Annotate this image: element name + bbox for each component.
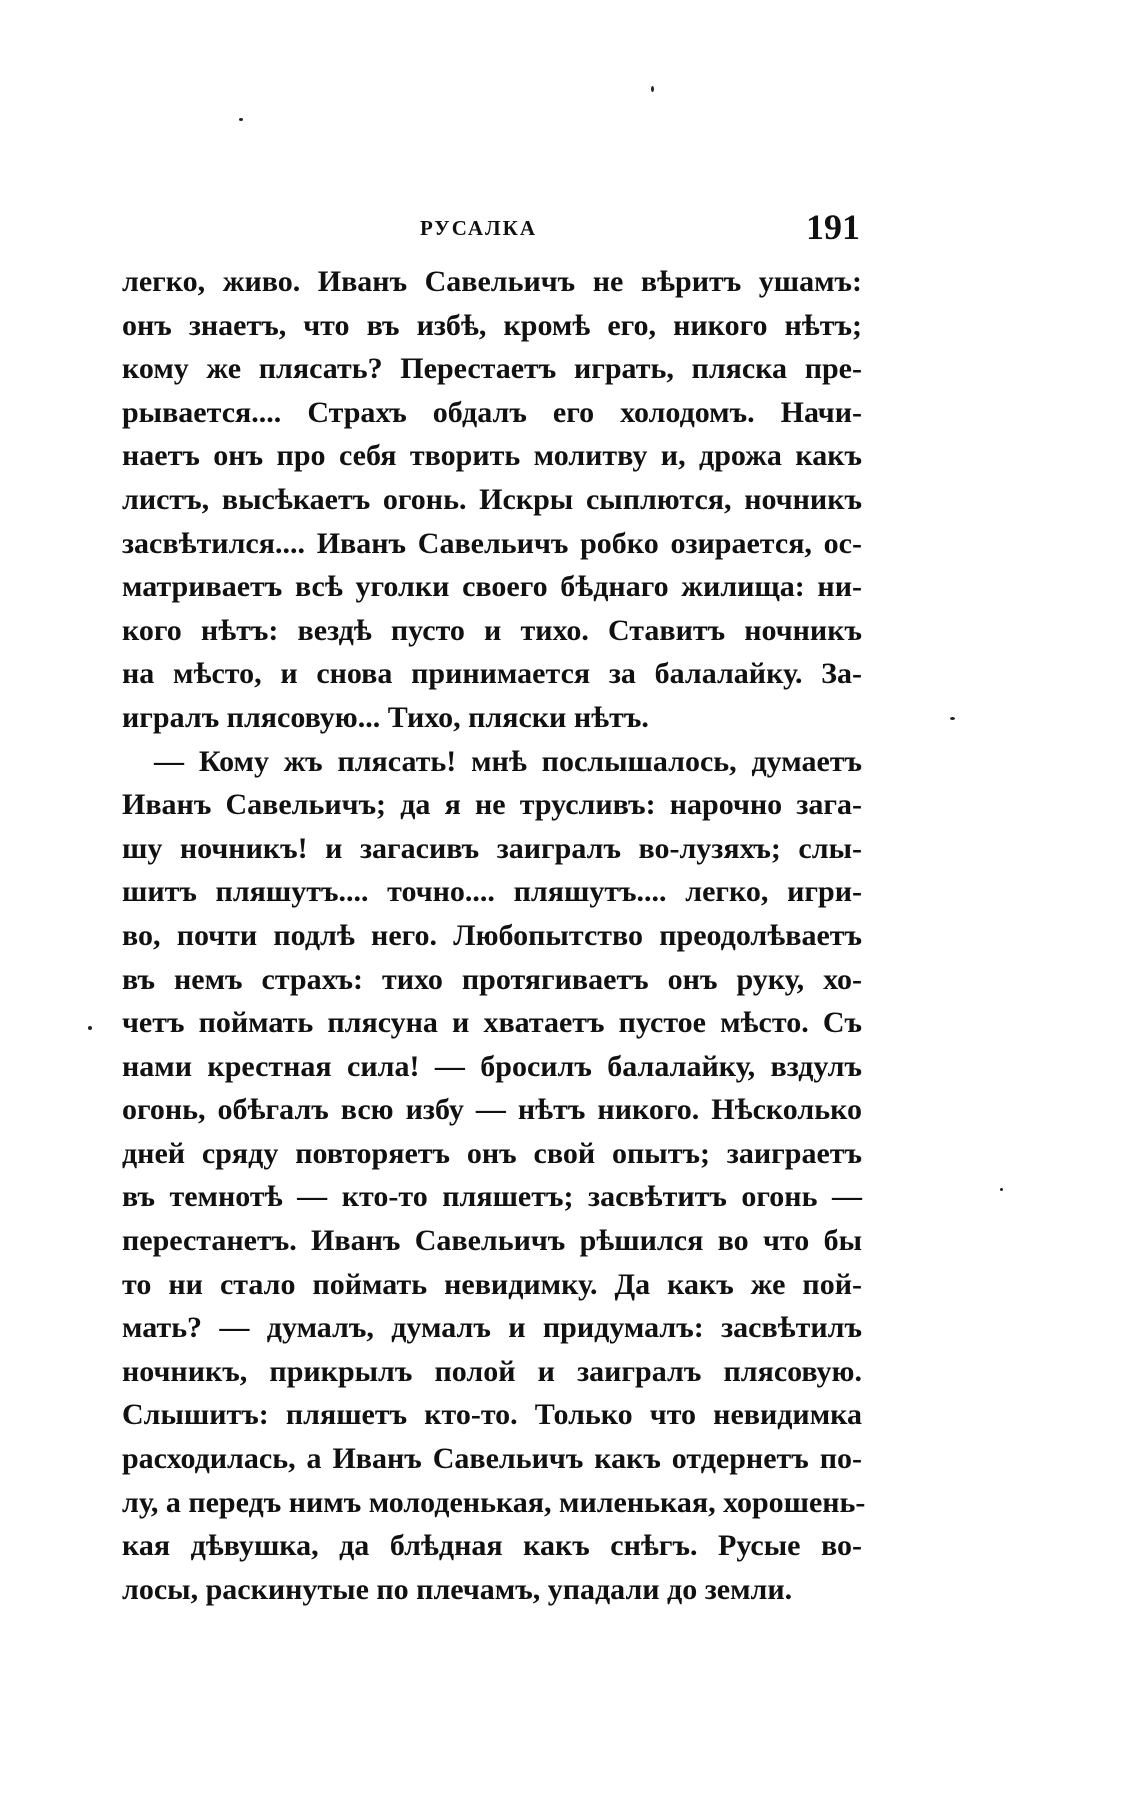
- text-line: во, почти подлѣ него. Любопытство преодолѣваетъ: [122, 918, 862, 952]
- text-line: рывается.... Страхъ обдалъ его холодомъ. Начи-: [122, 395, 862, 429]
- page-number: 191: [806, 207, 860, 247]
- scan-speck: [239, 118, 243, 121]
- text-line: засвѣтился.... Иванъ Савельичъ робко озирается, ос-: [122, 526, 862, 560]
- text-line: Иванъ Савельичъ; да я не трусливъ: нарочно зага-: [122, 788, 862, 822]
- text-line: ночникъ, прикрылъ полой и заигралъ плясовую.: [122, 1354, 862, 1388]
- text-line: мать? — думалъ, думалъ и придумалъ: засвѣтилъ: [122, 1311, 862, 1345]
- scan-speck: [950, 717, 955, 720]
- text-line: нами крестная сила! — бросилъ балалайку, вздулъ: [122, 1049, 862, 1083]
- text-line: лосы, раскинутые по плечамъ, упадали до земли.: [122, 1572, 793, 1606]
- scan-speck: [1000, 1188, 1003, 1191]
- text-line: въ темнотѣ — кто-то пляшетъ; засвѣтитъ огонь —: [122, 1180, 862, 1214]
- text-line: кого нѣтъ: вездѣ пусто и тихо. Ставитъ ночникъ: [122, 613, 862, 647]
- text-line: кому же плясать? Перестаетъ играть, пляска пре-: [122, 352, 862, 386]
- page-header: [130, 207, 860, 250]
- text-line: перестанетъ. Иванъ Савельичъ рѣшился во что бы: [122, 1224, 862, 1258]
- text-line: легко, живо. Иванъ Савельичъ не вѣритъ ушамъ:: [122, 265, 862, 298]
- text-line: четъ поймать плясуна и хватаетъ пустое мѣсто. Съ: [122, 1006, 862, 1040]
- text-line: — Кому жъ плясать! мнѣ послышалось, думаетъ: [154, 744, 862, 778]
- text-line: расходилась, а Иванъ Савельичъ какъ отдернетъ по-: [122, 1442, 862, 1476]
- text-line: листъ, высѣкаетъ огонь. Искры сыплются, ночникъ: [122, 482, 862, 516]
- text-line: дней сряду повторяетъ онъ свой опытъ; заиграетъ: [122, 1136, 862, 1170]
- text-line: огонь, обѣгалъ всю избу — нѣтъ никого. Нѣсколько: [122, 1093, 862, 1127]
- text-line: онъ знаетъ, что въ избѣ, кромѣ его, никого нѣтъ;: [122, 308, 862, 342]
- text-line: наетъ онъ про себя творить молитву и, дрожа какъ: [122, 439, 862, 473]
- text-line: то ни стало поймать невидимку. Да какъ же пой-: [122, 1267, 862, 1301]
- body-text: [122, 260, 866, 1611]
- running-title: РУСАЛКА: [420, 216, 538, 240]
- scan-speck: [651, 86, 654, 92]
- text-line: на мѣсто, и снова принимается за балалайку. За-: [122, 657, 862, 691]
- text-line: шитъ пляшутъ.... точно.... пляшутъ.... легко, игри-: [122, 875, 862, 909]
- text-line: кая дѣвушка, да блѣдная какъ снѣгъ. Русые во-: [122, 1529, 862, 1563]
- scan-speck: [88, 1026, 92, 1030]
- text-line: Слышитъ: пляшетъ кто-то. Только что невидимка: [122, 1398, 862, 1432]
- text-line: шу ночникъ! и загасивъ заигралъ во-лузяхъ; слы-: [122, 831, 862, 865]
- text-line: матриваетъ всѣ уголки своего бѣднаго жилища: ни-: [122, 570, 862, 604]
- text-line: игралъ плясовую... Тихо, пляски нѣтъ.: [122, 700, 649, 734]
- text-line: въ немъ страхъ: тихо протягиваетъ онъ руку, хо-: [122, 962, 862, 996]
- text-line: лу, а передъ нимъ молоденькая, миленькая, хорошень-: [122, 1485, 866, 1519]
